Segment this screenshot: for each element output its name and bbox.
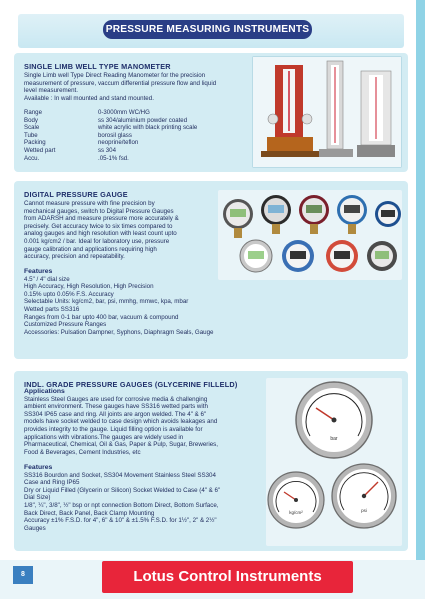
application-line: ambient environment. These gauges have SS316 wetted parts with	[24, 403, 208, 411]
text-line: Single Limb well Type Direct Reading Manometer for the precision	[24, 72, 206, 79]
glycerine-gauge-features	[24, 462, 264, 532]
spec-key: Accu.	[24, 154, 40, 162]
text-line: gauge calibration and applications requiring high	[24, 245, 157, 253]
spec-value: neoprine/teflon	[98, 139, 139, 147]
side-accent-strip	[416, 0, 425, 560]
manometer-spec-table	[24, 109, 197, 162]
spec-row	[24, 139, 197, 147]
spec-key: Tube	[24, 131, 38, 139]
text-line: mechanical gauges, switch to Digital Pressure Gauges	[24, 207, 174, 215]
feature-line: Ranges from 0-1 bar upto 400 bar, vacuum & compound	[24, 313, 179, 321]
feature-line: High Accuracy, High Resolution, High Precision	[24, 283, 154, 291]
digital-gauge-description	[24, 200, 214, 261]
gauge-unit-label: psi	[361, 508, 367, 513]
text-line: 0.001 kg/cm2 / bar. Ideal for laboratory use, pressure	[24, 237, 170, 245]
manometer-illustration	[253, 57, 401, 167]
manometer-photo	[252, 56, 402, 168]
feature-line: Selectable Units: kg/cm2, bar, psi, mmhg, mmwc, kpa, mbar	[24, 298, 189, 306]
glycerine-gauge-title: INDL. GRADE PRESSURE GAUGES (GLYCERINE FILLELD)	[24, 380, 238, 389]
spec-row	[24, 132, 197, 140]
spec-row	[24, 117, 197, 125]
gauge-unit-label: kg/cm²	[289, 510, 303, 515]
spec-value: borosil glass	[98, 131, 132, 139]
spec-row	[24, 109, 197, 117]
application-line: Pharmaceutical, Chemical, Oil & Gas, Paper & Pulp, Sugar, Breweries,	[24, 441, 218, 449]
application-line: Food & Beverages, Cement Industries, etc	[24, 448, 141, 456]
feature-line: Back Direct, Back Panel, Back Clamp Mounting	[24, 509, 155, 517]
text-line: from ADARSH and measure pressure more accurately &	[24, 215, 179, 223]
digital-gauge-title: DIGITAL PRESSURE GAUGE	[24, 190, 128, 199]
digital-gauges-illustration	[218, 190, 402, 280]
gauge-unit-label: bar	[330, 436, 338, 442]
analog-gauges-photo	[266, 378, 402, 546]
feature-line: 0.15% upto 0.05% F.S. Accuracy	[24, 290, 114, 298]
feature-line: Customized Pressure Ranges	[24, 321, 107, 329]
spec-key: Packing	[24, 139, 46, 147]
feature-line: SS316 Bourdon and Socket, SS304 Movement Stainless Steel SS304	[24, 471, 216, 479]
page-title: PRESSURE MEASURING INSTRUMENTS	[103, 20, 312, 39]
spec-key: Wetted part	[24, 146, 56, 154]
text-line: analog gauges and high resolution with least count upto	[24, 230, 177, 238]
page-number: 8	[13, 566, 33, 584]
spec-row	[24, 147, 197, 155]
spec-value: white acrylic with black printing scale	[98, 124, 198, 132]
feature-line: Case and Ring IP65	[24, 479, 80, 487]
feature-line: Wetted parts SS316	[24, 305, 80, 313]
text-line: Available : In wall mounted and stand mounted.	[24, 94, 154, 102]
manometer-description	[24, 72, 254, 102]
feature-line: Accuracy ±1% F.S.D. for 4", 6" & 10" & ±1.5% F.S.D. for 1½", 2" & 2½"	[24, 517, 217, 525]
analog-gauges-illustration	[266, 378, 402, 546]
application-line: provides integrity to the gauge. Liquid filling option is available for	[24, 425, 203, 433]
spec-value: ss 304	[98, 146, 116, 154]
text-line: level measurement.	[24, 87, 78, 95]
text-line: measurement of pressure, vaccum differential pressure flow and liquid	[24, 79, 217, 87]
feature-line: Gauges	[24, 524, 46, 532]
feature-line: Dry or Liquid Filled (Glycerin or Silicon) Socket Welded to Case (4" & 6"	[24, 486, 221, 494]
text-line: accuracy, precision and repeatability.	[24, 253, 125, 261]
glycerine-gauge-applications	[24, 386, 259, 456]
digital-gauges-photo	[218, 190, 402, 280]
application-line: Stainless Steel Gauges are used for corrosive media & challenging	[24, 395, 208, 403]
features-heading: Features	[24, 464, 53, 471]
spec-row	[24, 124, 197, 132]
brand-banner: Lotus Control Instruments	[102, 561, 353, 593]
text-line: precisely. Get accuracy twice to six times compared to	[24, 222, 173, 230]
spec-value: ss 304/aluminium powder coated	[98, 116, 188, 124]
spec-row	[24, 155, 197, 163]
application-line: applications with vibrations.The gauges are widely used in	[24, 433, 184, 441]
spec-value: 0-3000mm WC/HG	[98, 109, 150, 116]
spec-key: Scale	[24, 124, 40, 132]
feature-line: 1/8", ¼", 3/8", ½" bsp or npt connection Bottom Direct, Bottom Surface,	[24, 501, 219, 509]
feature-line: 4.5" / 4" dial size	[24, 275, 70, 283]
spec-key: Range	[24, 109, 42, 116]
spec-value: .05-1% fsd.	[98, 154, 129, 162]
feature-line: Dial Size)	[24, 494, 51, 502]
spec-key: Body	[24, 116, 38, 124]
text-line: Cannot measure pressure with fine precision by	[24, 200, 155, 207]
application-line: models have socket welded to case design which avoids leakages and	[24, 418, 218, 426]
manometer-title: SINGLE LIMB WELL TYPE MANOMETER	[24, 62, 171, 71]
application-line: SS304 IP65 case and ring. All joints are argon welded. The 4" & 6"	[24, 410, 207, 418]
features-heading: Features	[24, 268, 53, 275]
applications-heading: Applications	[24, 388, 65, 395]
feature-line: Accessories: Pulsation Dampner, Syphons, Diaphragm Seals, Gauge	[24, 328, 214, 336]
